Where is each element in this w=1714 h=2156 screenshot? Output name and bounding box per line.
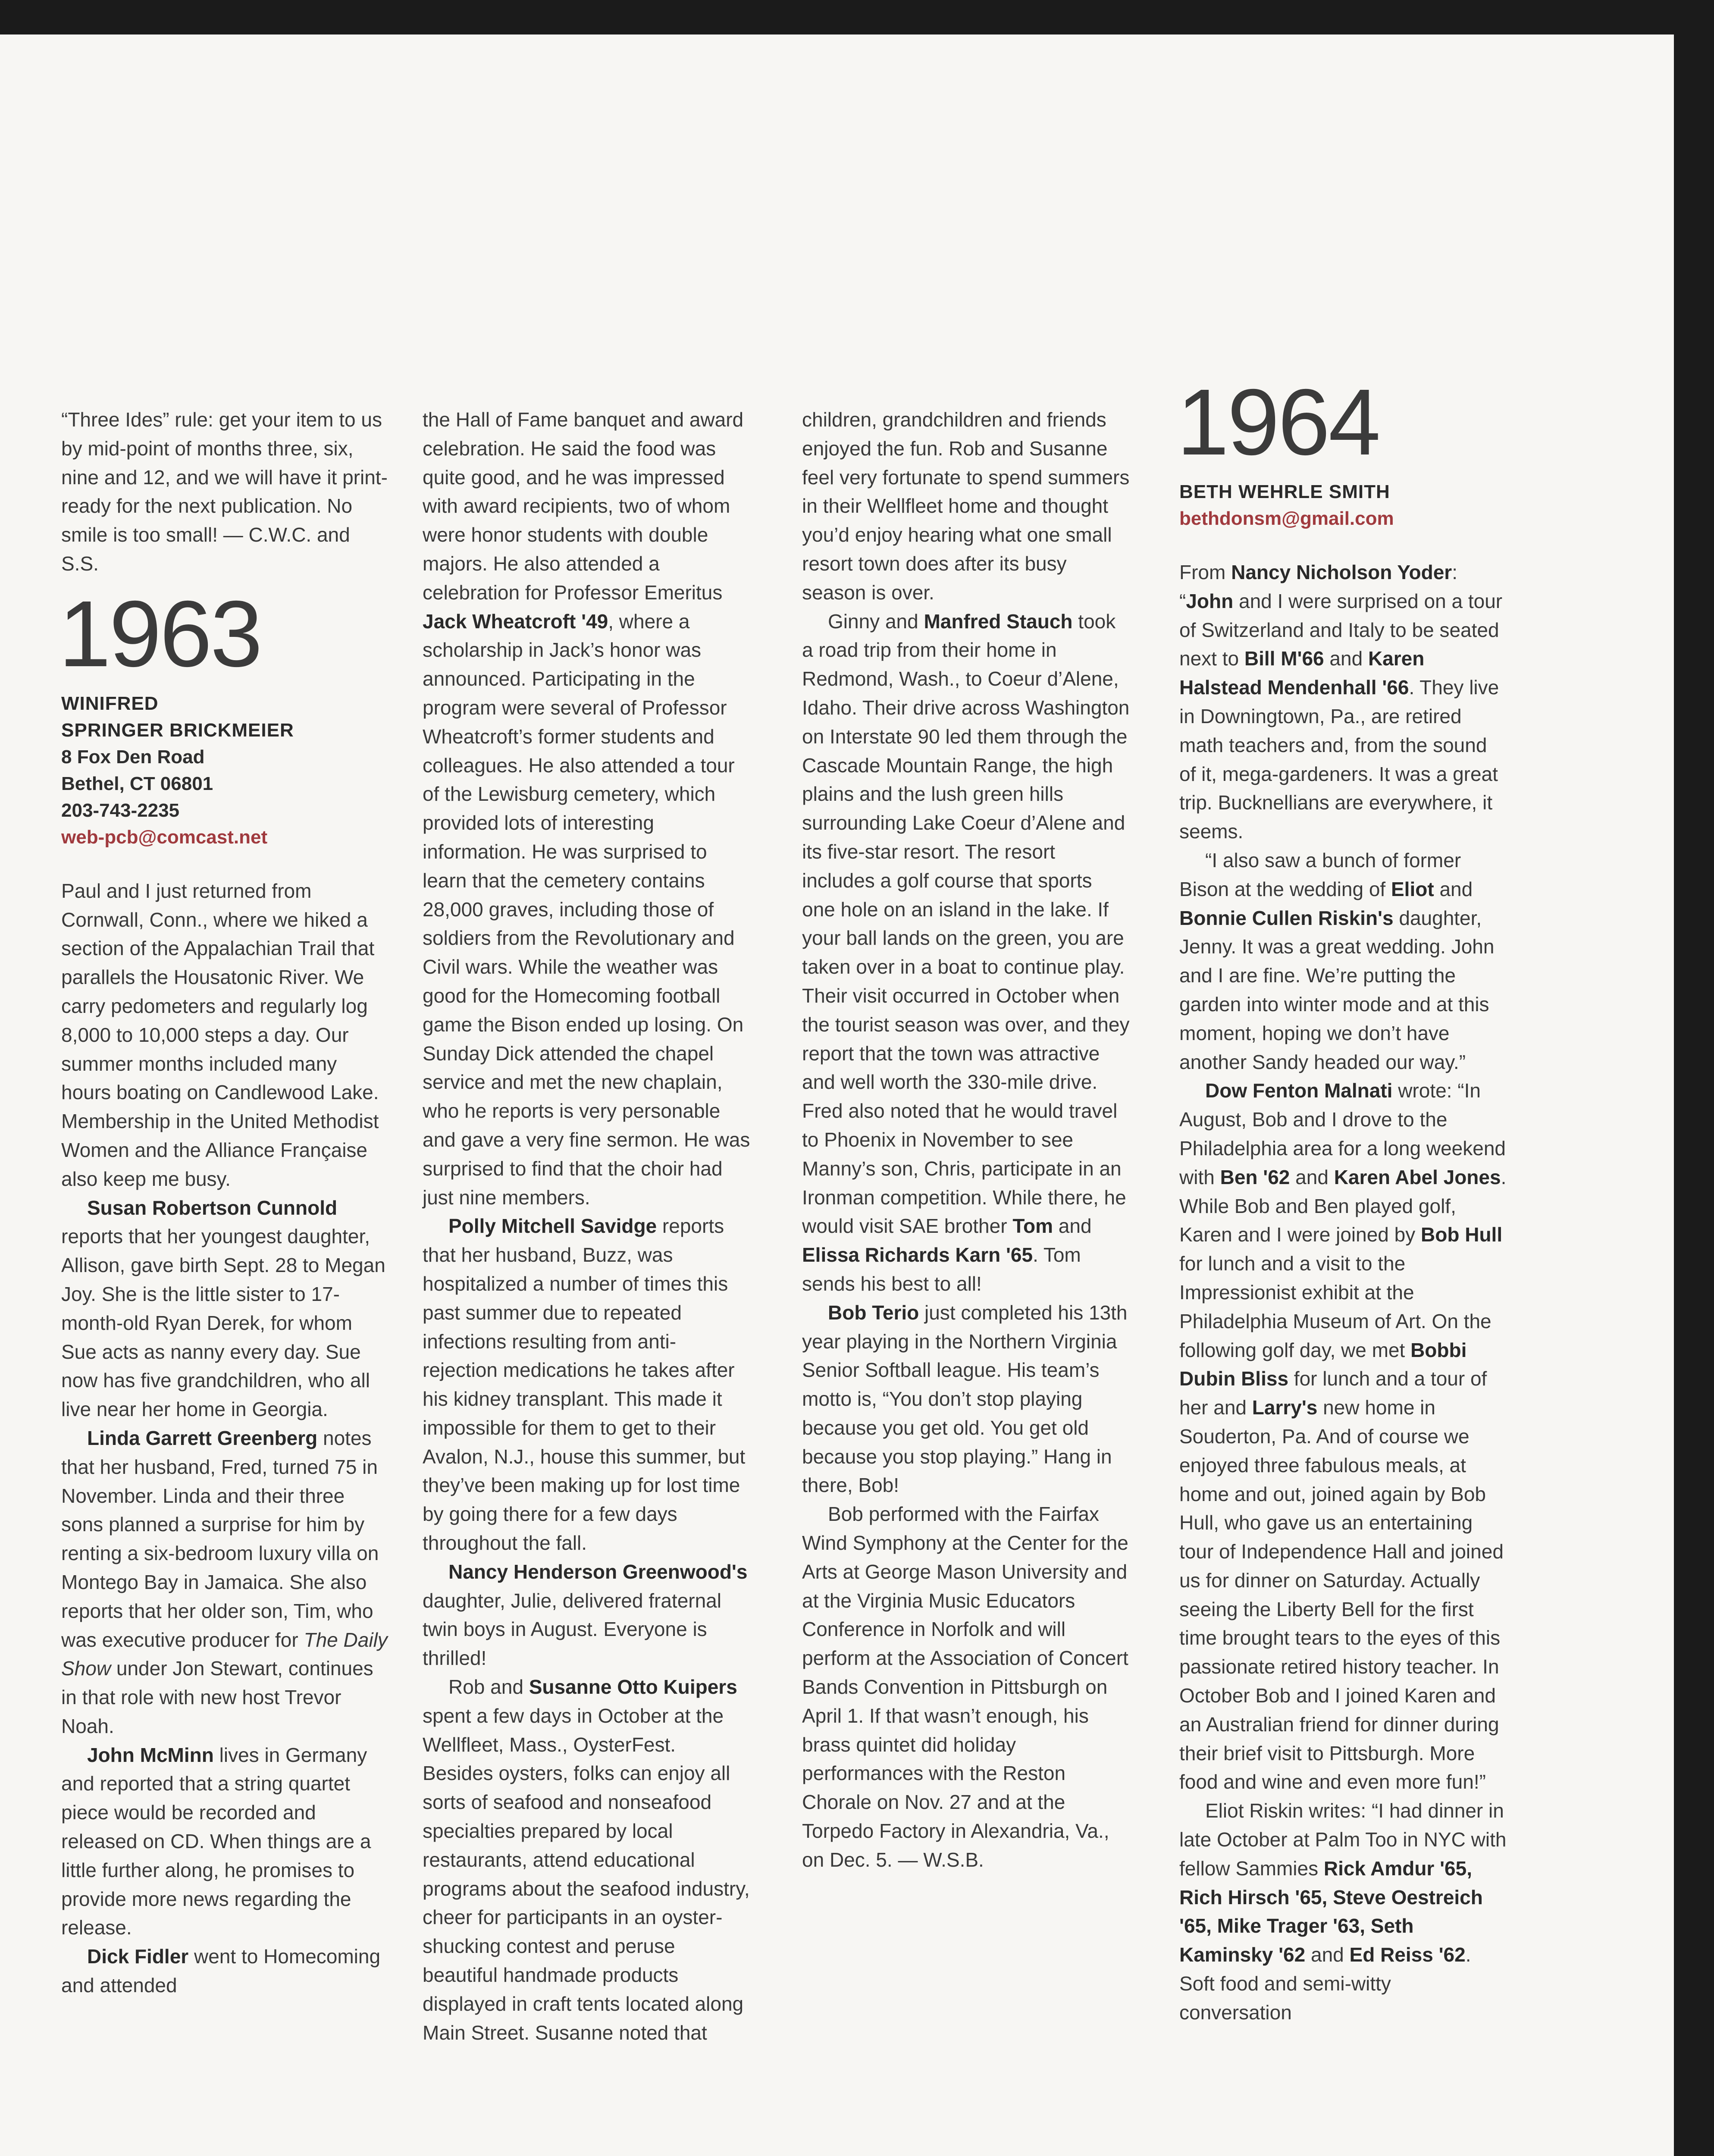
- class-year-heading: 1964: [1177, 370, 1379, 475]
- editor-phone: 203-743-2235: [61, 799, 180, 821]
- paragraph: From Nancy Nicholson Yoder: “John and I were surprised on a tour of Switzerland and Italy to be seated next to Bill M'66 and Karen Halstead Mendenhall '66. They live in Downingtown, Pa., are retired math teachers and, from the sound of it, mega-gardeners. It was a great trip. Bucknellians are everywhere, it seems.: [1179, 561, 1503, 843]
- editor-email[interactable]: bethdonsm@gmail.com: [1179, 508, 1394, 529]
- paragraph: “I also saw a bunch of former Bison at the wedding of Eliot and Bonnie Cullen Riskin's daughter, Jenny. It was a great wedding. John and I are fine. We’re putting the garden into winter mode and at this moment, hoping we don’t have another Sandy headed our way.”: [1179, 849, 1495, 1073]
- column-2: [423, 405, 750, 2047]
- paragraph: Ginny and Manfred Stauch took a road trip from their home in Redmond, Wash., to Coeur d’Alene, Idaho. Their drive across Washington on Interstate 90 led them through the Cascade Mountain Range, the high plains and the lush green hills surrounding Lake Coeur d’Alene and its five-star resort. The resort includes a golf course that sports one hole on an island in the lake. If your ball lands on the green, you are taken over in a boat to continue play. Their visit occurred in October when the tourist season was over, and they report that the town was attractive and well worth the 330-mile drive. Fred also noted that he would travel to Phoenix in November to see Manny’s son, Chris, participate in an Ironman competition. While there, he would visit SAE brother Tom and Elissa Richards Karn '65. Tom sends his best to all!: [802, 610, 1130, 1295]
- class-editor-name: BETH WEHRLE SMITH: [1179, 481, 1390, 502]
- column-4: [1177, 370, 1507, 2027]
- paragraph: “Three Ides” rule: get your item to us by mid-point of months three, six, nine and 12, and we will have it print-ready for the next publication. No smile is too small! — C.W.C. and S.S.: [61, 408, 388, 575]
- paragraph: Dick Fidler went to Homecoming and attended: [61, 1945, 381, 1997]
- editor-address: 8 Fox Den Road Bethel, CT 06801 203-743-2235: [61, 744, 389, 824]
- paragraph: Linda Garrett Greenberg notes that her husband, Fred, turned 75 in November. Linda and their three sons planned a surprise for him by renting a six-bedroom luxury villa on Montego Bay in Jamaica. She also reports that her older son, Tim, who was executive producer for The Daily Show under Jon Stewart, continues in that role with new host Trevor Noah.: [61, 1426, 388, 1737]
- paragraph: children, grandchildren and friends enjoyed the fun. Rob and Susanne feel very fortunate to spend summers in their Wellfleet home and thought you’d enjoy hearing what one small resort town does after its busy season is over.: [802, 408, 1130, 604]
- paragraph: Bob performed with the Fairfax Wind Symphony at the Center for the Arts at George Mason University and at the Virginia Music Educators Conference in Norfolk and will perform at the Association of Concert Bands Convention in Pittsburgh on April 1. If that wasn’t enough, his brass quintet did holiday performances with the Reston Chorale on Nov. 27 and at the Torpedo Factory in Alexandria, Va., on Dec. 5. — W.S.B.: [802, 1503, 1128, 1871]
- paragraph: Susan Robertson Cunnold reports that her youngest daughter, Allison, gave birth Sept. 28 to Megan Joy. She is the little sister to 17-month-old Ryan Derek, for whom Sue acts as nanny every day. Sue now has five grandchildren, who all live near her home in Georgia.: [61, 1196, 385, 1421]
- paragraph: Dow Fenton Malnati wrote: “In August, Bob and I drove to the Philadelphia area for a long weekend with Ben '62 and Karen Abel Jones. While Bob and Ben played golf, Karen and I were joined by Bob Hull for lunch and a visit to the Impressionist exhibit at the Philadelphia Museum of Art. On the following golf day, we met Bobbi Dubin Bliss for lunch and a tour of her and Larry's new home in Souderton, Pa. And of course we enjoyed three fabulous meals, at home and out, joined again by Bob Hull, who gave us an entertaining tour of Independence Hall and joined us for dinner on Saturday. Actually seeing the Liberty Bell for the first time brought tears to the eyes of this passionate retired history teacher. In October Bob and I joined Karen and an Australian friend for dinner during their brief visit to Pittsburgh. More food and wine and even more fun!”: [1179, 1079, 1507, 1793]
- paragraph: Rob and Susanne Otto Kuipers spent a few days in October at the Wellfleet, Mass., OysterFest. Besides oysters, folks can enjoy all sorts of seafood and nonseafood specialties prepared by local restaurants, attend educational programs about the seafood industry, cheer for participants in an oyster-shucking contest and peruse beautiful handmade products displayed in craft tents located along Main Street. Susanne noted that: [423, 1676, 750, 2044]
- paragraph: Nancy Henderson Greenwood's daughter, Julie, delivered fraternal twin boys in August. Everyone is thrilled!: [423, 1560, 748, 1670]
- magazine-page: [0, 34, 1674, 2156]
- paragraph: the Hall of Fame banquet and award celebration. He said the food was quite good, and he was impressed with award recipients, two of whom were honor students with double majors. He also attended a celebration for Professor Emeritus Jack Wheatcroft '49, where a scholarship in Jack’s honor was announced. Participating in the program were several of Professor Wheatcroft’s former students and colleagues. He also attended a tour of the Lewisburg cemetery, which provided lots of interesting information. He was surprised to learn that the cemetery contains 28,000 graves, including those of soldiers from the Revolutionary and Civil wars. While the weather was good for the Homecoming football game the Bison ended up losing. On Sunday Dick attended the chapel service and met the new chaplain, who he reports is very personable and gave a very fine sermon. He was surprised to find that the choir had just nine members.: [423, 408, 750, 1209]
- paragraph: Bob Terio just completed his 13th year playing in the Northern Virginia Senior Softball league. His team’s motto is, “You don’t stop playing because you get old. You get old because you stop playing.” Hang in there, Bob!: [802, 1301, 1128, 1497]
- column-1: [61, 405, 389, 2000]
- column-3: [802, 405, 1130, 1874]
- class-year-heading: 1963: [59, 581, 261, 686]
- paragraph: Paul and I just returned from Cornwall, Conn., where we hiked a section of the Appalachian Trail that parallels the Housatonic River. We carry pedometers and regularly log 8,000 to 10,000 steps a day. Our summer months included many hours boating on Candlewood Lake. Membership in the United Methodist Women and the Alliance Française also keep me busy.: [61, 879, 379, 1190]
- paragraph: Eliot Riskin writes: “I had dinner in late October at Palm Too in NYC with fellow Sammies Rick Amdur '65, Rich Hirsch '65, Steve Oestreich '65, Mike Trager '63, Seth Kaminsky '62 and Ed Reiss '62. Soft food and semi-witty conversation: [1179, 1799, 1507, 2024]
- class-editor-name: WINIFRED SPRINGER BRICKMEIER: [61, 693, 294, 741]
- paragraph: John McMinn lives in Germany and reported that a string quartet piece would be recorded and released on CD. When things are a little further along, he promises to provide more news regarding the release.: [61, 1743, 371, 1939]
- editor-email[interactable]: web-pcb@comcast.net: [61, 826, 268, 848]
- paragraph: Polly Mitchell Savidge reports that her husband, Buzz, was hospitalized a number of times this past summer due to repeated infections resulting from anti-rejection medications he takes after his kidney transplant. This made it impossible for them to get to their Avalon, N.J., house this summer, but they’ve been making up for lost time by going there for a few days throughout the fall.: [423, 1215, 746, 1554]
